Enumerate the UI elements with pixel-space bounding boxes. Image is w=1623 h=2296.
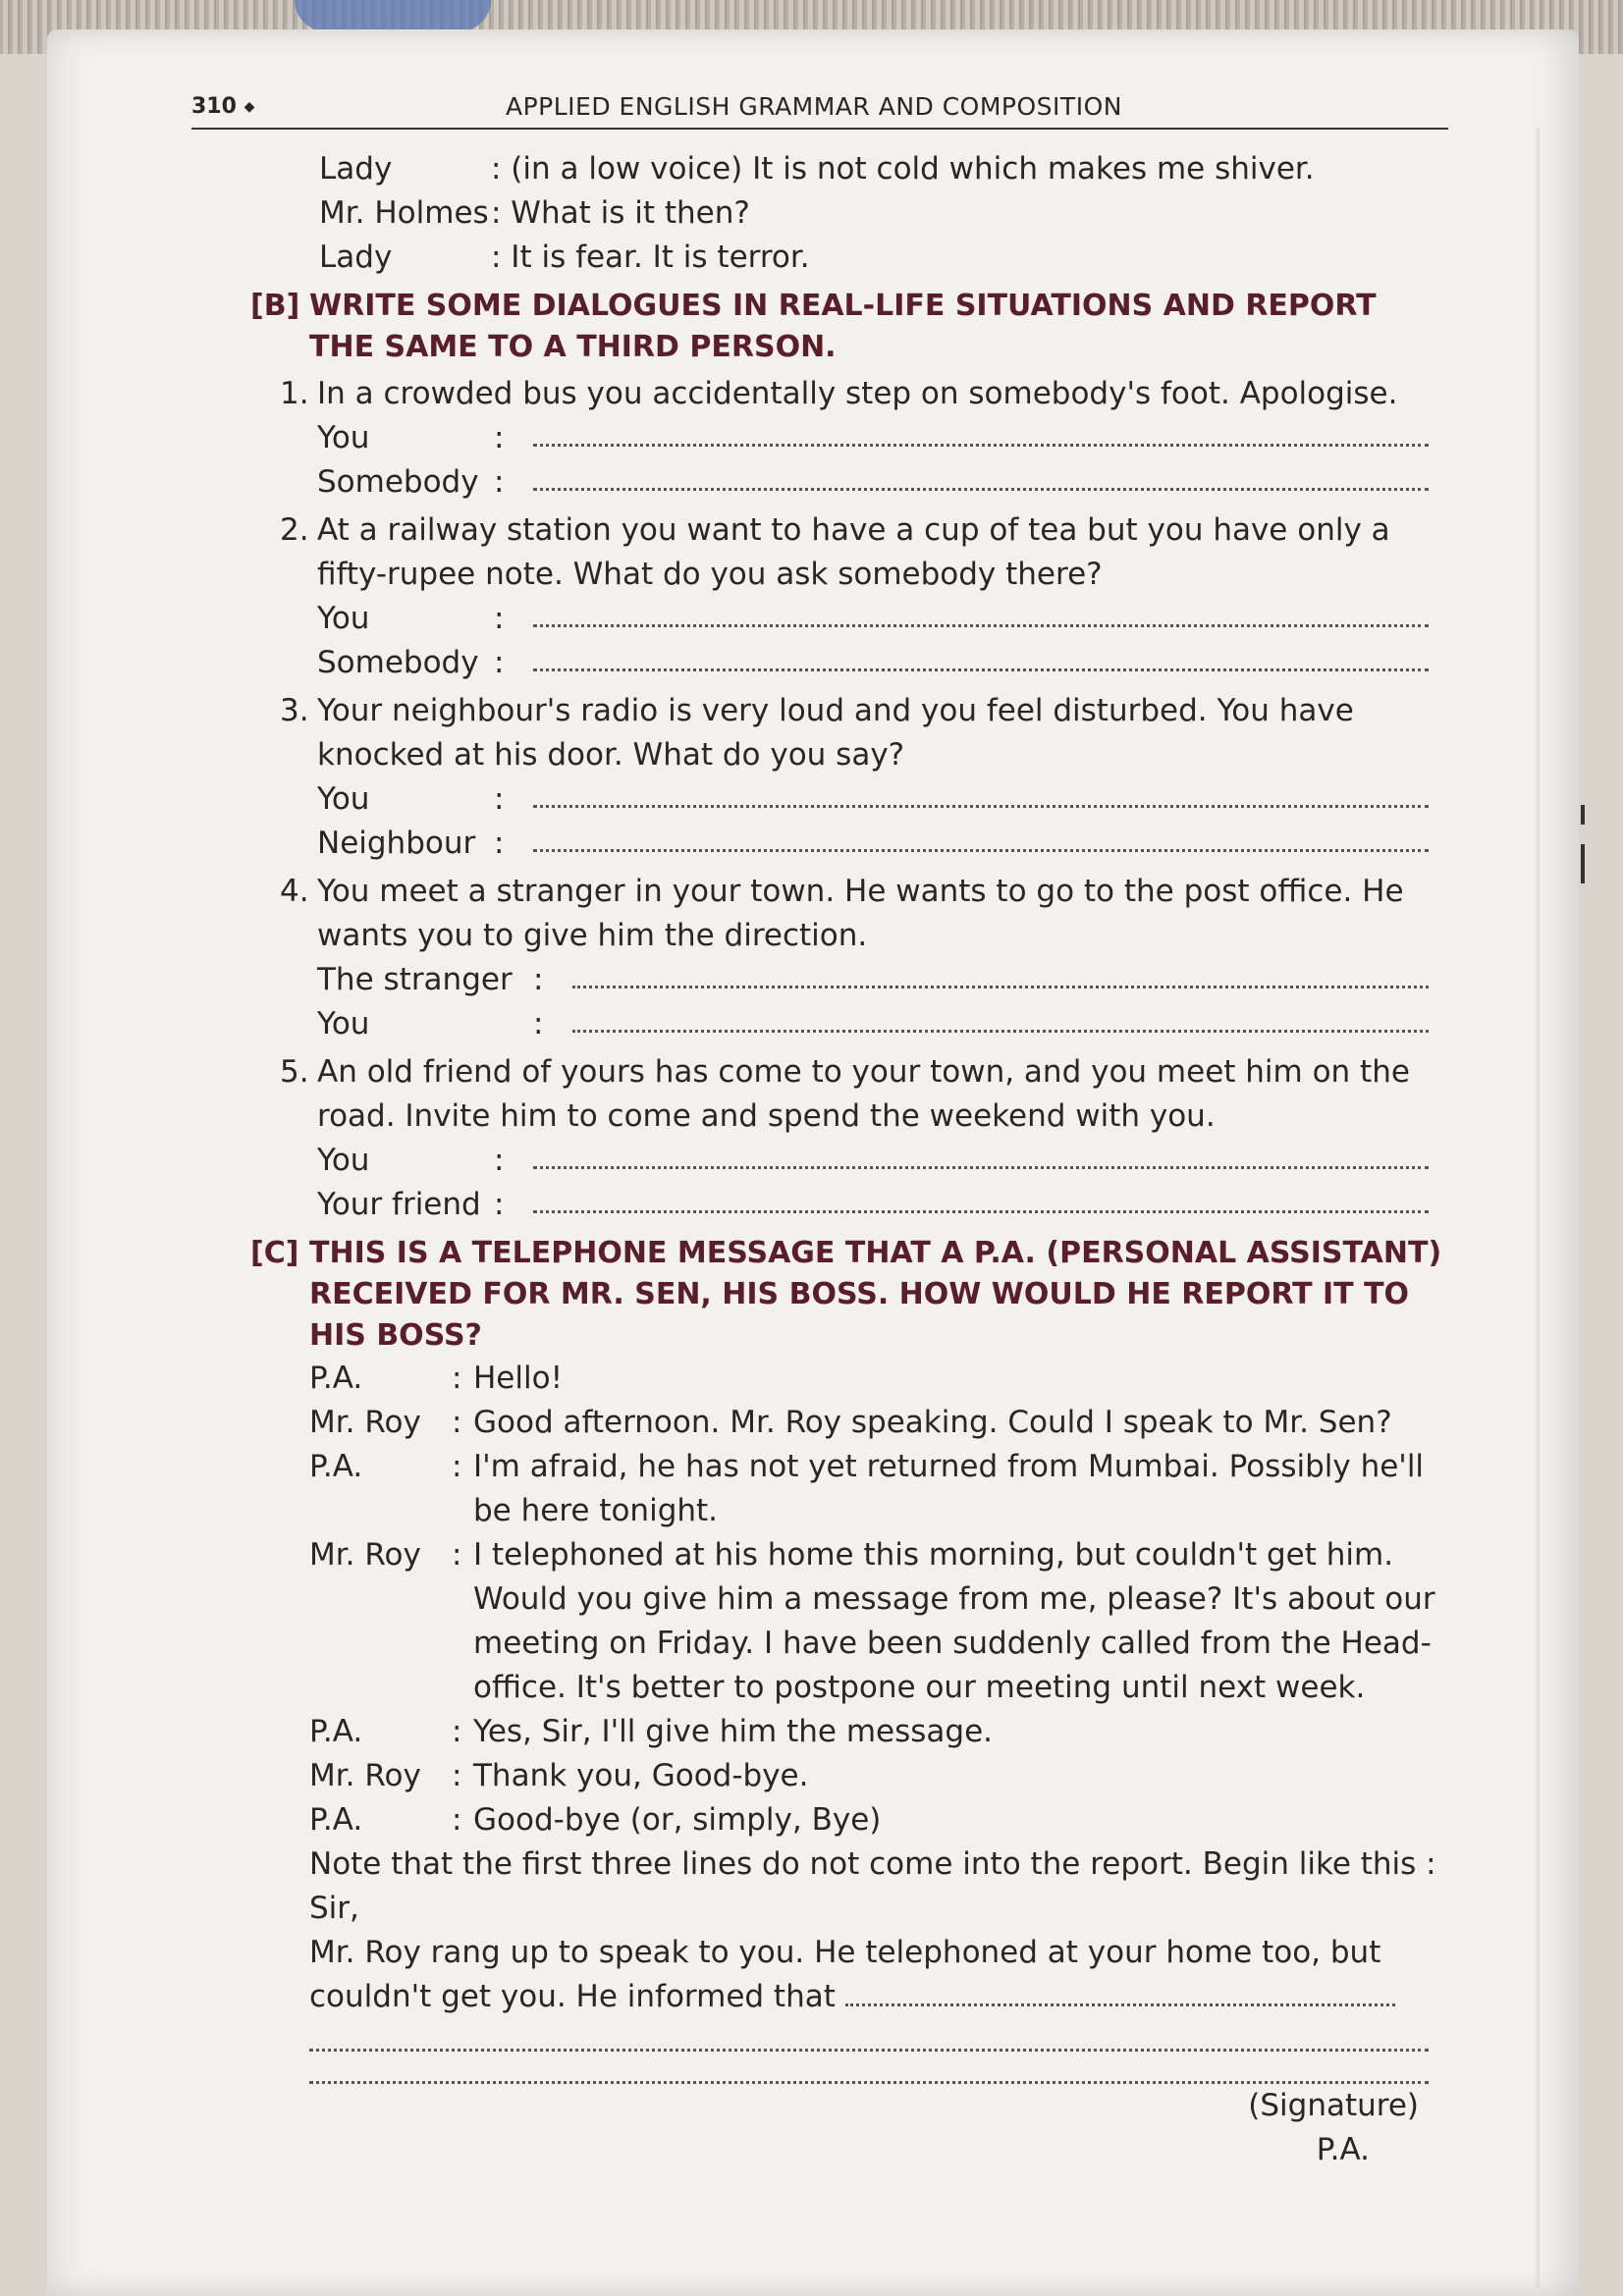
dialogue-line: [309, 1357, 1448, 1401]
question-item: [280, 508, 1448, 597]
colon: :: [452, 1405, 462, 1440]
question-number: 5.: [280, 1054, 309, 1090]
report-blank[interactable]: [845, 1982, 1395, 2006]
instruction-note: Note that the first three lines do not come into the report. Begin like this :: [309, 1846, 1436, 1882]
speaker: Mr. Roy: [309, 1537, 421, 1573]
colon: :: [452, 1758, 462, 1793]
answer-label: Your friend: [317, 1187, 481, 1222]
dialogue-text: Hello!: [473, 1361, 564, 1396]
speaker: P.A.: [309, 1802, 363, 1838]
report-start: Mr. Roy rang up to speak to you. He telephoned at your home too, but couldn't get you. He informed that: [309, 1935, 1381, 2014]
speaker: Mr. Roy: [309, 1405, 421, 1440]
speaker: Lady: [319, 151, 393, 187]
answer-blank[interactable]: [533, 597, 1429, 627]
colon: :: [452, 1361, 462, 1396]
answer-blank[interactable]: [533, 1139, 1429, 1169]
colon: :: [452, 1449, 462, 1484]
question-number: 2.: [280, 512, 309, 548]
dialogue-line: [309, 1754, 1448, 1798]
answer-label: Somebody: [317, 464, 479, 500]
report-text: [309, 1931, 1448, 2019]
colon: :: [494, 826, 505, 861]
colon: :: [494, 601, 505, 636]
answer-label: You: [317, 1006, 370, 1041]
colon: :: [494, 781, 505, 817]
answer-line: [280, 822, 1448, 866]
answer-label: Neighbour: [317, 826, 476, 861]
answer-blank[interactable]: [533, 777, 1429, 808]
answer-line: [280, 641, 1448, 685]
dialogue-line: [309, 1710, 1448, 1754]
speaker: P.A.: [309, 1714, 363, 1749]
signature-label: (Signature): [1248, 2088, 1419, 2123]
speaker: Mr. Holmes: [319, 195, 489, 231]
colon: :: [494, 464, 505, 500]
speaker: Mr. Roy: [309, 1758, 421, 1793]
question-number: 3.: [280, 693, 309, 728]
section-b-questions: [250, 372, 1448, 1227]
colon: :: [452, 1802, 462, 1838]
report-blank-line[interactable]: [309, 2052, 1429, 2084]
speaker: P.A.: [309, 1361, 363, 1396]
page-number: 310 ◆: [191, 94, 255, 119]
question-item: [280, 372, 1448, 416]
colon: :: [452, 1714, 462, 1749]
section-title: WRITE SOME DIALOGUES IN REAL-LIFE SITUATIONS AND REPORT THE SAME TO A THIRD PERSON.: [309, 289, 1377, 364]
dialogue-line: [319, 191, 1448, 236]
section-c-heading: [250, 1233, 1448, 1357]
answer-label: You: [317, 781, 370, 817]
answer-label: You: [317, 601, 370, 636]
answer-blank[interactable]: [533, 1183, 1429, 1213]
speaker: Lady: [319, 240, 393, 275]
section-tag: [C]: [250, 1236, 299, 1270]
question-item: [280, 1050, 1448, 1139]
answer-blank[interactable]: [572, 958, 1429, 988]
answer-blank[interactable]: [572, 1002, 1429, 1033]
answer-line: [280, 777, 1448, 822]
dialogue-line: [309, 1445, 1448, 1533]
colon: :: [494, 645, 505, 680]
colon: :: [494, 1143, 505, 1178]
answer-label: You: [317, 420, 370, 455]
dialogue-line: [319, 236, 1448, 280]
report-blank-line[interactable]: [309, 2019, 1429, 2052]
dialogue-text: I'm afraid, he has not yet returned from Mumbai. Possibly he'll be here tonight.: [473, 1449, 1425, 1528]
section-tag: [B]: [250, 289, 300, 323]
opening-dialogue: [250, 147, 1448, 280]
section-b-heading: [250, 286, 1448, 368]
dialogue-line: [309, 1533, 1448, 1710]
dialogue-line: [309, 1798, 1448, 1842]
answer-line: [280, 958, 1448, 1002]
question-text: An old friend of yours has come to your town, and you meet him on the road. Invite him to come and spend the weekend with you.: [317, 1054, 1410, 1134]
colon: :: [533, 962, 544, 997]
speaker: P.A.: [309, 1449, 363, 1484]
page-content: [250, 147, 1448, 2172]
answer-blank[interactable]: [533, 822, 1429, 852]
dialogue-line: [319, 147, 1448, 191]
dialogue-text: : What is it then?: [491, 195, 750, 231]
page-edge-marks: [1581, 805, 1587, 923]
answer-blank[interactable]: [533, 641, 1429, 671]
page-header: [191, 88, 1448, 130]
page-shadow: [1534, 128, 1540, 2287]
answer-line: [280, 460, 1448, 505]
colon: :: [494, 420, 505, 455]
dialogue-text: : (in a low voice) It is not cold which makes me shiver.: [491, 151, 1315, 187]
telephone-dialogue: [250, 1357, 1448, 2172]
question-text: You meet a stranger in your town. He wants to go to the post office. He wants you to give him the direction.: [317, 874, 1404, 953]
dialogue-text: Yes, Sir, I'll give him the message.: [473, 1714, 994, 1749]
answer-line: [280, 1183, 1448, 1227]
colon: :: [452, 1537, 462, 1573]
question-text: In a crowded bus you accidentally step on somebody's foot. Apologise.: [317, 376, 1398, 411]
answer-blank[interactable]: [533, 416, 1429, 447]
colon: :: [494, 1187, 505, 1222]
question-item: [280, 689, 1448, 777]
dialogue-line: [309, 1401, 1448, 1445]
colon: :: [533, 1006, 544, 1041]
answer-label: Somebody: [317, 645, 479, 680]
running-head: APPLIED ENGLISH GRAMMAR AND COMPOSITION: [506, 92, 1122, 121]
dialogue-text: Thank you, Good-bye.: [473, 1758, 809, 1793]
question-text: Your neighbour's radio is very loud and you feel disturbed. You have knocked at his door. What do you say?: [317, 693, 1354, 773]
answer-line: [280, 1002, 1448, 1046]
answer-label: You: [317, 1143, 370, 1178]
salutation: Sir,: [309, 1891, 359, 1926]
signer: P.A.: [1316, 2132, 1370, 2167]
dialogue-text: Good-bye (or, simply, Bye): [473, 1802, 882, 1838]
dialogue-text: Good afternoon. Mr. Roy speaking. Could I speak to Mr. Sen?: [473, 1405, 1392, 1440]
answer-line: [280, 597, 1448, 641]
dialogue-text: I telephoned at his home this morning, but couldn't get him. Would you give him a message from me, please? It's about our meeting on Friday. I have been suddenly called from the Head-office. It's better to postpone our meeting until next week.: [473, 1537, 1435, 1705]
question-number: 4.: [280, 874, 309, 909]
section-title: THIS IS A TELEPHONE MESSAGE THAT A P.A. (PERSONAL ASSISTANT) RECEIVED FOR MR. SEN, HIS BOSS. HOW WOULD HE REPORT IT TO HIS BOSS?: [309, 1236, 1442, 1353]
question-text: At a railway station you want to have a cup of tea but you have only a fifty-rupee note. What do you ask somebody there?: [317, 512, 1390, 592]
answer-line: [280, 416, 1448, 460]
answer-line: [280, 1139, 1448, 1183]
question-item: [280, 870, 1448, 958]
answer-blank[interactable]: [533, 460, 1429, 491]
answer-label: The stranger: [317, 962, 513, 997]
question-number: 1.: [280, 376, 309, 411]
dialogue-text: : It is fear. It is terror.: [491, 240, 810, 275]
background-decoration: [295, 0, 491, 31]
